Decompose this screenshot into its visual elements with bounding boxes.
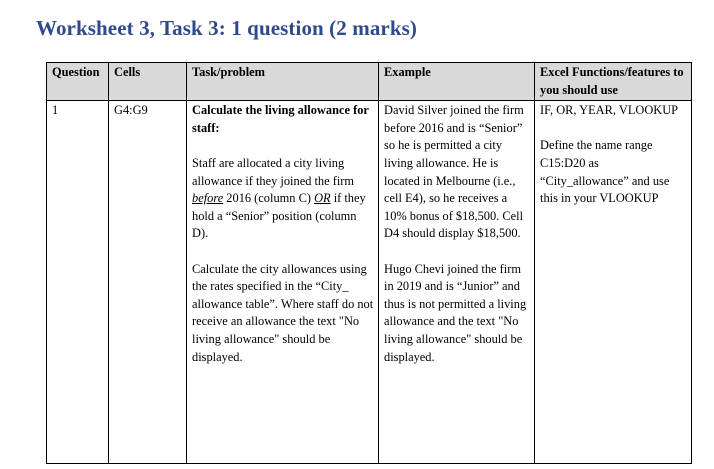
header-question: Question: [47, 63, 109, 101]
task-paragraph-2: Calculate the city allowances using the rates specified in the “City_ allowance table”. Where staff do not receive an allowance the text "No living allowance" should be displayed.: [192, 261, 374, 364]
task-heading: Calculate the living allowance for staff:: [192, 103, 369, 135]
emphasis-before: before: [192, 191, 224, 206]
functions-list: IF, OR, YEAR, VLOOKUP: [540, 103, 679, 118]
header-functions: Excel Functions/features to you should use: [535, 63, 692, 101]
cell-functions: [535, 101, 692, 464]
cell-cells-range: G4:G9: [109, 101, 187, 464]
page-title: Worksheet 3, Task 3: 1 question (2 marks): [36, 16, 417, 40]
emphasis-or: OR: [314, 191, 331, 206]
cell-question-number: 1: [47, 101, 109, 464]
functions-note: Define the name range C15:D20 as “City_allowance” and use this in your VLOOKUP: [540, 138, 670, 206]
task-table: [46, 62, 692, 464]
header-task: Task/problem: [187, 63, 379, 101]
cell-example: [379, 101, 535, 464]
example-paragraph-1: David Silver joined the firm before 2016 and is “Senior” so he is permitted a city living allowance. He is located in Melbourne (i.e., cell E4), so he receives a 10% bonus of $18,500. Cell D4 should display $18,500.: [384, 103, 524, 241]
cell-task: [187, 101, 379, 464]
header-cells: Cells: [109, 63, 187, 101]
table-header-row: [47, 63, 692, 101]
table-row: [47, 101, 692, 464]
example-paragraph-2: Hugo Chevi joined the firm in 2019 and is “Junior” and thus is not permitted a living allowance and the text "No living allowance" should be displayed.: [384, 261, 527, 364]
task-paragraph-1: Staff are allocated a city living allowance if they joined the firm before 2016 (column C) OR if they hold a “Senior” position (column D).: [192, 155, 366, 241]
header-example: Example: [379, 63, 535, 101]
